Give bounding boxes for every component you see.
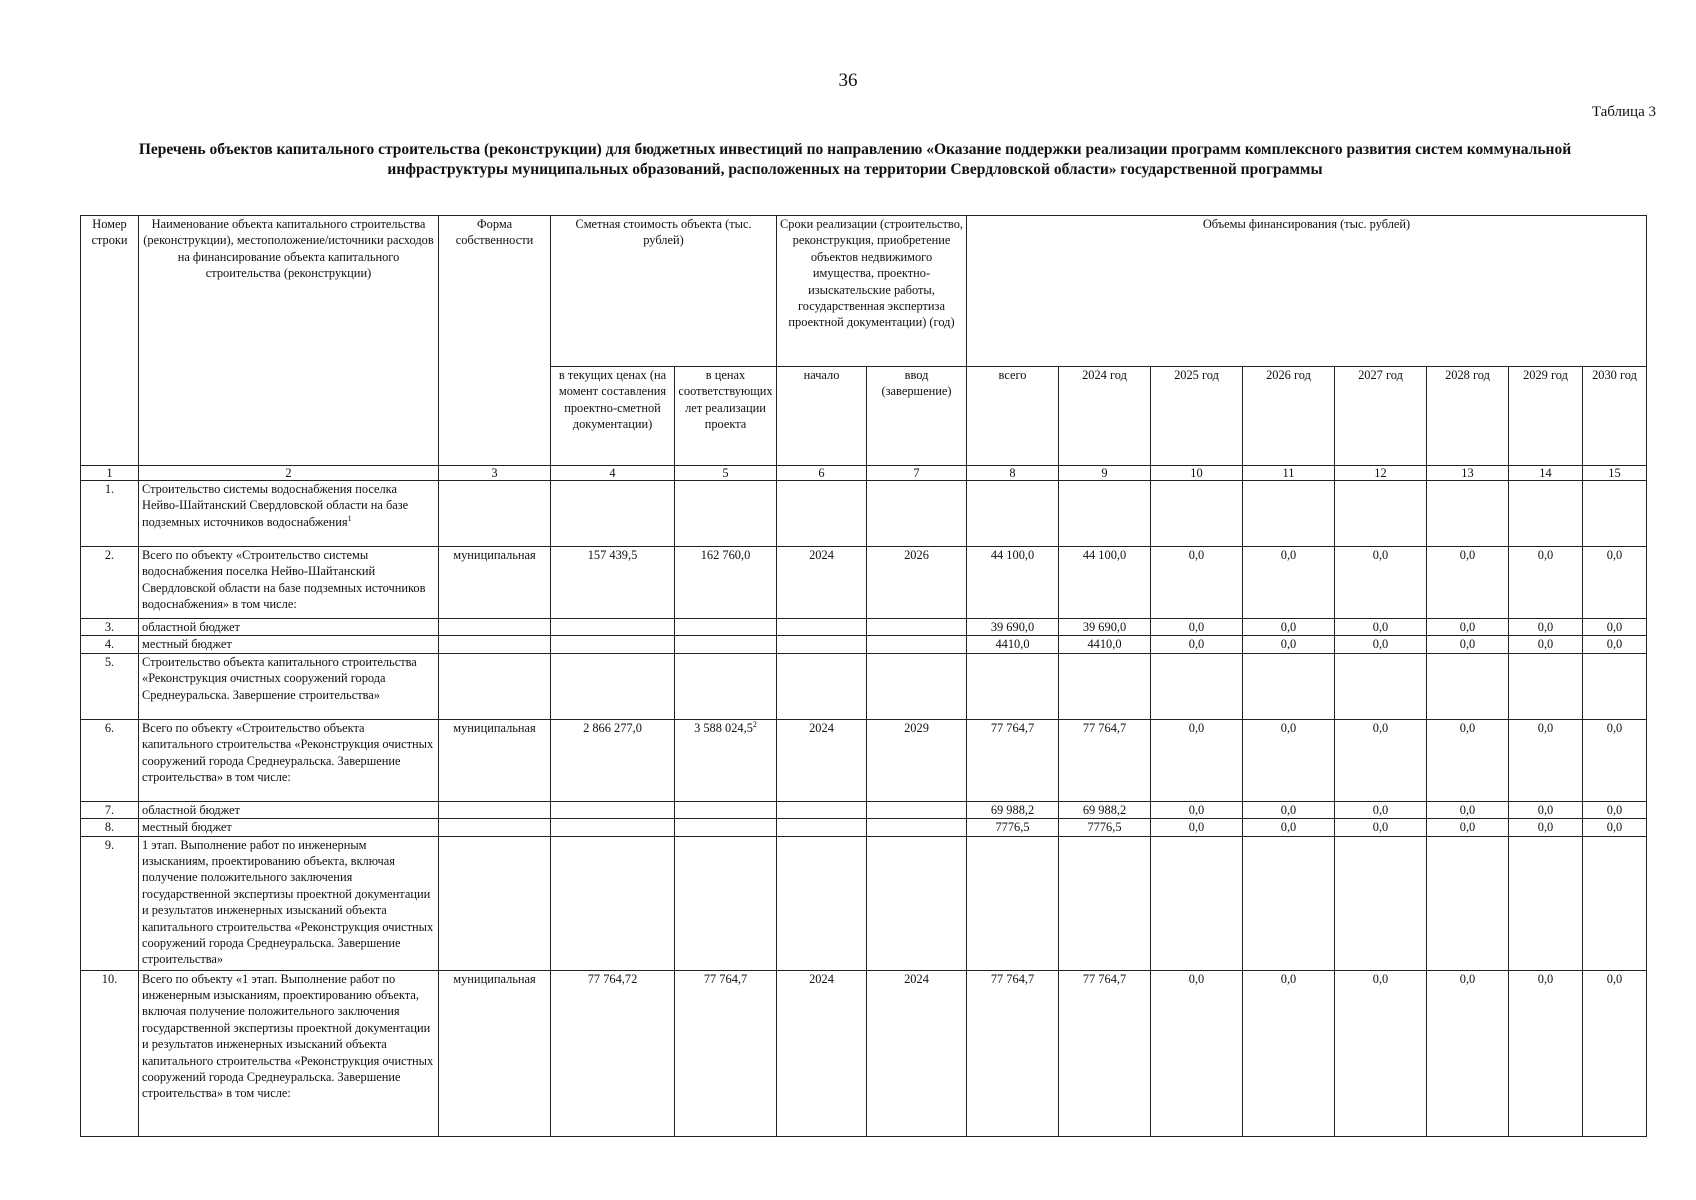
year-financing-cell-text: 0,0 [1280, 971, 1297, 986]
year-financing-cell [1243, 481, 1335, 547]
cost-current-cell-text: 77 764,72 [587, 971, 638, 986]
header-end: ввод (завершение) [867, 367, 967, 466]
year-financing-cell-text: 0,0 [1606, 971, 1623, 986]
row-number-cell [81, 547, 139, 619]
object-name-cell-text: Всего по объекту «1 этап. Выполнение работ по инженерным изысканиям, проектированию объекта, включая получение положительного заключения государственной экспертизы проектной документации и результатов инженерных изысканий объекта капитального строительства «Реконструкция очистных сооружений города Среднеуральска. Завершение строительства» в том числе: [142, 971, 434, 1101]
year-financing-cell [1059, 801, 1151, 818]
start-year-cell-text: 2024 [809, 971, 834, 986]
cost-years-cell-text: 162 760,0 [700, 548, 751, 562]
year-financing-cell-text: 0,0 [1459, 820, 1476, 835]
year-financing-cell-text: 0,0 [1606, 720, 1623, 735]
header-year: 2024 год [1059, 367, 1151, 466]
cost-years-cell [675, 836, 777, 970]
header-year: 2030 год [1583, 367, 1647, 466]
start-year-cell [777, 836, 867, 970]
year-financing-cell [1059, 636, 1151, 653]
year-financing-cell-text: 0,0 [1372, 548, 1389, 562]
total-financing-cell [967, 636, 1059, 653]
table-row [81, 836, 1647, 970]
cost-years-cell [675, 801, 777, 818]
year-financing-cell [1335, 481, 1427, 547]
year-financing-cell-text: 0,0 [1537, 720, 1554, 735]
column-number: 12 [1335, 466, 1427, 481]
total-financing-cell-text: 7776,5 [995, 820, 1030, 835]
cost-years-cell [675, 819, 777, 836]
column-number: 1 [81, 466, 139, 481]
column-number: 6 [777, 466, 867, 481]
total-financing-cell-text: 39 690,0 [990, 620, 1035, 634]
column-number: 5 [675, 466, 777, 481]
table-row [81, 719, 1647, 801]
year-financing-cell [1243, 636, 1335, 653]
column-number: 13 [1427, 466, 1509, 481]
year-financing-cell [1151, 836, 1243, 970]
year-financing-cell [1427, 970, 1509, 1136]
cost-years-cell-text: 3 588 024,5 [694, 720, 753, 735]
column-number: 15 [1583, 466, 1647, 481]
year-financing-cell [1583, 481, 1647, 547]
table-row [81, 819, 1647, 836]
object-name-cell [139, 836, 439, 970]
year-financing-cell [1427, 619, 1509, 636]
year-financing-cell [1151, 636, 1243, 653]
year-financing-cell-text: 0,0 [1280, 548, 1297, 562]
row-number-cell-text: 1. [104, 482, 115, 496]
start-year-cell [777, 653, 867, 719]
ownership-cell [439, 819, 551, 836]
cost-years-cell [675, 970, 777, 1136]
end-year-cell-text: 2026 [904, 548, 929, 562]
year-financing-cell-text: 69 988,2 [1082, 802, 1127, 817]
year-financing-cell [1243, 719, 1335, 801]
year-financing-cell [1059, 619, 1151, 636]
column-number: 11 [1243, 466, 1335, 481]
row-number-cell [81, 801, 139, 818]
total-financing-cell-text: 69 988,2 [990, 802, 1035, 817]
year-financing-cell-text: 0,0 [1188, 802, 1205, 817]
row-number-cell-text: 6. [104, 720, 115, 735]
table-row [81, 619, 1647, 636]
cost-current-cell [551, 547, 675, 619]
year-financing-cell [1427, 481, 1509, 547]
year-financing-cell-text: 0,0 [1372, 971, 1389, 986]
header-ownership: Форма собственности [439, 216, 551, 466]
year-financing-cell-text: 0,0 [1280, 802, 1297, 817]
year-financing-cell-text: 0,0 [1372, 820, 1389, 835]
ownership-cell [439, 481, 551, 547]
year-financing-cell [1427, 719, 1509, 801]
table-row [81, 547, 1647, 619]
header-year: 2026 год [1243, 367, 1335, 466]
object-name-cell-text: Строительство объекта капитального строительства «Реконструкция очистных сооружений города Среднеуральска. Завершение строительства» [142, 654, 417, 702]
object-name-cell [139, 547, 439, 619]
year-financing-cell-text: 0,0 [1537, 820, 1554, 835]
header-year: 2029 год [1509, 367, 1583, 466]
year-financing-cell [1509, 719, 1583, 801]
ownership-cell [439, 719, 551, 801]
table-row [81, 636, 1647, 653]
ownership-cell [439, 619, 551, 636]
column-number: 2 [139, 466, 439, 481]
start-year-cell-text: 2024 [809, 720, 834, 735]
end-year-cell [867, 970, 967, 1136]
year-financing-cell [1059, 719, 1151, 801]
total-financing-cell [967, 719, 1059, 801]
year-financing-cell-text: 0,0 [1537, 548, 1554, 562]
year-financing-cell [1151, 653, 1243, 719]
ownership-cell [439, 836, 551, 970]
year-financing-cell [1059, 819, 1151, 836]
table-row [81, 481, 1647, 547]
end-year-cell [867, 836, 967, 970]
year-financing-cell [1583, 619, 1647, 636]
header-year: 2028 год [1427, 367, 1509, 466]
row-number-cell-text: 7. [104, 802, 115, 817]
year-financing-cell [1509, 801, 1583, 818]
year-financing-cell-text: 0,0 [1537, 620, 1554, 634]
year-financing-cell [1509, 653, 1583, 719]
year-financing-cell [1151, 719, 1243, 801]
year-financing-cell [1151, 481, 1243, 547]
cost-years-cell [675, 719, 777, 801]
table-label: Таблица 3 [1591, 104, 1656, 120]
header-object-name: Наименование объекта капитального строительства (реконструкции), местоположение/источники расходов на финансирование объекта капитального строительства (реконструкции) [139, 216, 439, 466]
ownership-cell [439, 636, 551, 653]
year-financing-cell-text: 0,0 [1280, 720, 1297, 735]
year-financing-cell-text: 39 690,0 [1082, 620, 1127, 634]
year-financing-cell [1583, 636, 1647, 653]
year-financing-cell [1427, 547, 1509, 619]
header-year: 2025 год [1151, 367, 1243, 466]
total-financing-cell [967, 653, 1059, 719]
total-financing-cell [967, 547, 1059, 619]
object-name-cell [139, 819, 439, 836]
year-financing-cell [1335, 636, 1427, 653]
start-year-cell [777, 636, 867, 653]
year-financing-cell [1243, 970, 1335, 1136]
header-year: 2027 год [1335, 367, 1427, 466]
footnote-marker: 1 [347, 513, 352, 523]
year-financing-cell-text: 0,0 [1459, 971, 1476, 986]
year-financing-cell [1427, 836, 1509, 970]
year-financing-cell-text: 0,0 [1537, 971, 1554, 986]
object-name-cell-text: местный бюджет [142, 637, 232, 652]
ownership-cell-text: муниципальная [453, 971, 536, 986]
object-name-cell-text: областной бюджет [142, 802, 240, 817]
year-financing-cell-text: 0,0 [1372, 802, 1389, 817]
year-financing-cell [1335, 801, 1427, 818]
document-title: Перечень объектов капитального строительства (реконструкции) для бюджетных инвестиций по направлению «Оказание поддержки реализации программ комплексного развития систем коммунальной инфраструктуры муниципальных образований, расположенных на территории Свердловской области» государственной программы [138, 141, 1572, 178]
total-financing-cell [967, 801, 1059, 818]
cost-current-cell [551, 636, 675, 653]
total-financing-cell [967, 481, 1059, 547]
year-financing-cell [1583, 970, 1647, 1136]
start-year-cell [777, 801, 867, 818]
row-number-cell-text: 3. [104, 620, 115, 634]
row-number-cell-text: 2. [104, 548, 115, 562]
header-cost-years: в ценах соответствующих лет реализации проекта [675, 367, 777, 466]
year-financing-cell-text: 0,0 [1188, 971, 1205, 986]
total-financing-cell [967, 970, 1059, 1136]
year-financing-cell [1243, 619, 1335, 636]
end-year-cell [867, 481, 967, 547]
cost-current-cell [551, 970, 675, 1136]
year-financing-cell [1583, 719, 1647, 801]
year-financing-cell-text: 0,0 [1188, 548, 1205, 562]
year-financing-cell-text: 0,0 [1280, 820, 1297, 835]
header-start: начало [777, 367, 867, 466]
start-year-cell [777, 819, 867, 836]
cost-current-cell [551, 619, 675, 636]
ownership-cell-text: муниципальная [453, 720, 536, 735]
object-name-cell [139, 481, 439, 547]
total-financing-cell [967, 836, 1059, 970]
cost-current-cell [551, 653, 675, 719]
object-name-cell [139, 719, 439, 801]
header-timing: Сроки реализации (строительство, реконструкция, приобретение объектов недвижимого имущества, проектно-изыскательские работы, государственная экспертиза проектной документации) (год) [777, 216, 967, 367]
end-year-cell [867, 636, 967, 653]
cost-current-cell [551, 836, 675, 970]
column-number: 7 [867, 466, 967, 481]
object-name-cell-text: областной бюджет [142, 620, 240, 634]
header-financing: Объемы финансирования (тыс. рублей) [967, 216, 1647, 367]
cost-current-cell [551, 819, 675, 836]
row-number-cell [81, 636, 139, 653]
start-year-cell [777, 970, 867, 1136]
year-financing-cell [1509, 547, 1583, 619]
row-number-cell [81, 836, 139, 970]
year-financing-cell [1335, 547, 1427, 619]
year-financing-cell [1335, 719, 1427, 801]
year-financing-cell [1509, 619, 1583, 636]
row-number-cell-text: 10. [101, 971, 118, 986]
ownership-cell [439, 970, 551, 1136]
year-financing-cell-text: 44 100,0 [1082, 548, 1127, 562]
year-financing-cell [1059, 481, 1151, 547]
column-number: 9 [1059, 466, 1151, 481]
year-financing-cell [1509, 819, 1583, 836]
year-financing-cell [1583, 653, 1647, 719]
year-financing-cell-text: 0,0 [1459, 548, 1476, 562]
year-financing-cell [1335, 836, 1427, 970]
ownership-cell [439, 653, 551, 719]
row-number-cell [81, 719, 139, 801]
year-financing-cell-text: 0,0 [1372, 637, 1389, 652]
page-number: 36 [838, 70, 858, 91]
column-number: 8 [967, 466, 1059, 481]
year-financing-cell-text: 0,0 [1459, 802, 1476, 817]
row-number-cell-text: 8. [104, 820, 115, 835]
row-number-cell [81, 481, 139, 547]
cost-years-cell [675, 547, 777, 619]
cost-current-cell [551, 719, 675, 801]
year-financing-cell [1151, 547, 1243, 619]
year-financing-cell [1509, 636, 1583, 653]
year-financing-cell [1151, 801, 1243, 818]
year-financing-cell [1243, 801, 1335, 818]
total-financing-cell-text: 77 764,7 [990, 720, 1035, 735]
year-financing-cell-text: 0,0 [1606, 802, 1623, 817]
object-name-cell-text: Всего по объекту «Строительство объекта капитального строительства «Реконструкция очистных сооружений города Среднеуральска. Завершение строительства» в том числе: [142, 720, 434, 785]
year-financing-cell [1509, 970, 1583, 1136]
cost-current-cell-text: 2 866 277,0 [583, 720, 642, 735]
capital-construction-table [80, 215, 1647, 1137]
year-financing-cell [1243, 653, 1335, 719]
table-body [81, 481, 1647, 1137]
cost-years-cell [675, 481, 777, 547]
year-financing-cell-text: 0,0 [1188, 620, 1205, 634]
year-financing-cell [1059, 836, 1151, 970]
end-year-cell [867, 801, 967, 818]
year-financing-cell-text: 4410,0 [1087, 637, 1122, 652]
start-year-cell [777, 547, 867, 619]
cost-current-cell [551, 481, 675, 547]
year-financing-cell-text: 0,0 [1188, 637, 1205, 652]
start-year-cell-text: 2024 [809, 548, 834, 562]
object-name-cell-text: Строительство системы водоснабжения поселка Нейво-Шайтанский Свердловской области на базе подземных источников водоснабжения [142, 482, 409, 529]
year-financing-cell [1335, 653, 1427, 719]
total-financing-cell-text: 44 100,0 [990, 548, 1035, 562]
end-year-cell [867, 653, 967, 719]
year-financing-cell-text: 0,0 [1537, 802, 1554, 817]
year-financing-cell [1335, 619, 1427, 636]
row-number-cell-text: 5. [104, 654, 115, 669]
year-financing-cell [1427, 801, 1509, 818]
row-number-cell [81, 819, 139, 836]
year-financing-cell [1427, 819, 1509, 836]
year-financing-cell-text: 0,0 [1280, 637, 1297, 652]
year-financing-cell-text: 0,0 [1280, 620, 1297, 634]
year-financing-cell [1151, 619, 1243, 636]
row-number-cell [81, 653, 139, 719]
year-financing-cell-text: 0,0 [1606, 637, 1623, 652]
ownership-cell-text: муниципальная [453, 548, 536, 562]
year-financing-cell [1583, 801, 1647, 818]
row-number-cell [81, 970, 139, 1136]
header-estimated-cost: Сметная стоимость объекта (тыс. рублей) [551, 216, 777, 367]
column-number: 3 [439, 466, 551, 481]
header-cost-current: в текущих ценах (на момент составления проектно-сметной документации) [551, 367, 675, 466]
year-financing-cell [1427, 653, 1509, 719]
total-financing-cell [967, 819, 1059, 836]
year-financing-cell-text: 0,0 [1459, 720, 1476, 735]
row-number-cell [81, 619, 139, 636]
object-name-cell-text: местный бюджет [142, 820, 232, 835]
column-number: 10 [1151, 466, 1243, 481]
row-number-cell-text: 4. [104, 637, 115, 652]
year-financing-cell-text: 0,0 [1459, 620, 1476, 634]
table-row [81, 653, 1647, 719]
end-year-cell [867, 547, 967, 619]
year-financing-cell [1151, 970, 1243, 1136]
year-financing-cell [1059, 653, 1151, 719]
year-financing-cell-text: 0,0 [1372, 620, 1389, 634]
start-year-cell [777, 719, 867, 801]
column-number: 14 [1509, 466, 1583, 481]
year-financing-cell-text: 0,0 [1188, 720, 1205, 735]
year-financing-cell [1509, 836, 1583, 970]
object-name-cell [139, 636, 439, 653]
object-name-cell-text: 1 этап. Выполнение работ по инженерным изысканиям, проектированию объекта, включая получение положительного заключения государственной экспертизы проектной документации и результатов инженерных изысканий объекта капитального строительства «Реконструкция очистных сооружений города Среднеуральска. Завершение строительства» [142, 837, 434, 967]
start-year-cell [777, 481, 867, 547]
year-financing-cell-text: 77 764,7 [1082, 971, 1127, 986]
year-financing-cell-text: 0,0 [1188, 820, 1205, 835]
year-financing-cell-text: 7776,5 [1087, 820, 1122, 835]
cost-years-cell [675, 636, 777, 653]
year-financing-cell-text: 0,0 [1606, 820, 1623, 835]
year-financing-cell-text: 0,0 [1537, 637, 1554, 652]
year-financing-cell-text: 0,0 [1459, 637, 1476, 652]
year-financing-cell-text: 0,0 [1372, 720, 1389, 735]
table-row [81, 801, 1647, 818]
ownership-cell [439, 547, 551, 619]
year-financing-cell [1243, 547, 1335, 619]
total-financing-cell-text: 4410,0 [995, 637, 1030, 652]
row-number-cell-text: 9. [104, 837, 115, 852]
column-number: 4 [551, 466, 675, 481]
year-financing-cell [1335, 819, 1427, 836]
year-financing-cell [1427, 636, 1509, 653]
end-year-cell-text: 2029 [904, 720, 929, 735]
year-financing-cell [1583, 547, 1647, 619]
header-total: всего [967, 367, 1059, 466]
year-financing-cell-text: 0,0 [1606, 548, 1623, 562]
cost-years-cell [675, 619, 777, 636]
table-row [81, 970, 1647, 1136]
cost-current-cell-text: 157 439,5 [587, 548, 638, 562]
year-financing-cell [1335, 970, 1427, 1136]
object-name-cell-text: Всего по объекту «Строительство системы водоснабжения поселка Нейво-Шайтанский Свердловской области на базе подземных источников водоснабжения» в том числе: [142, 548, 426, 612]
cost-years-cell-text: 77 764,7 [703, 971, 748, 986]
object-name-cell [139, 653, 439, 719]
object-name-cell [139, 619, 439, 636]
year-financing-cell [1059, 547, 1151, 619]
year-financing-cell [1583, 836, 1647, 970]
cost-current-cell [551, 801, 675, 818]
cost-years-cell [675, 653, 777, 719]
year-financing-cell-text: 0,0 [1606, 620, 1623, 634]
column-number-row [81, 466, 1647, 481]
end-year-cell [867, 719, 967, 801]
footnote-marker: 2 [752, 719, 757, 729]
year-financing-cell [1151, 819, 1243, 836]
start-year-cell [777, 619, 867, 636]
total-financing-cell-text: 77 764,7 [990, 971, 1035, 986]
year-financing-cell [1059, 970, 1151, 1136]
year-financing-cell [1243, 836, 1335, 970]
header-row-number: Номер строки [81, 216, 139, 466]
year-financing-cell [1583, 819, 1647, 836]
end-year-cell [867, 819, 967, 836]
end-year-cell [867, 619, 967, 636]
year-financing-cell [1243, 819, 1335, 836]
object-name-cell [139, 801, 439, 818]
ownership-cell [439, 801, 551, 818]
total-financing-cell [967, 619, 1059, 636]
year-financing-cell [1509, 481, 1583, 547]
end-year-cell-text: 2024 [904, 971, 929, 986]
year-financing-cell-text: 77 764,7 [1082, 720, 1127, 735]
object-name-cell [139, 970, 439, 1136]
